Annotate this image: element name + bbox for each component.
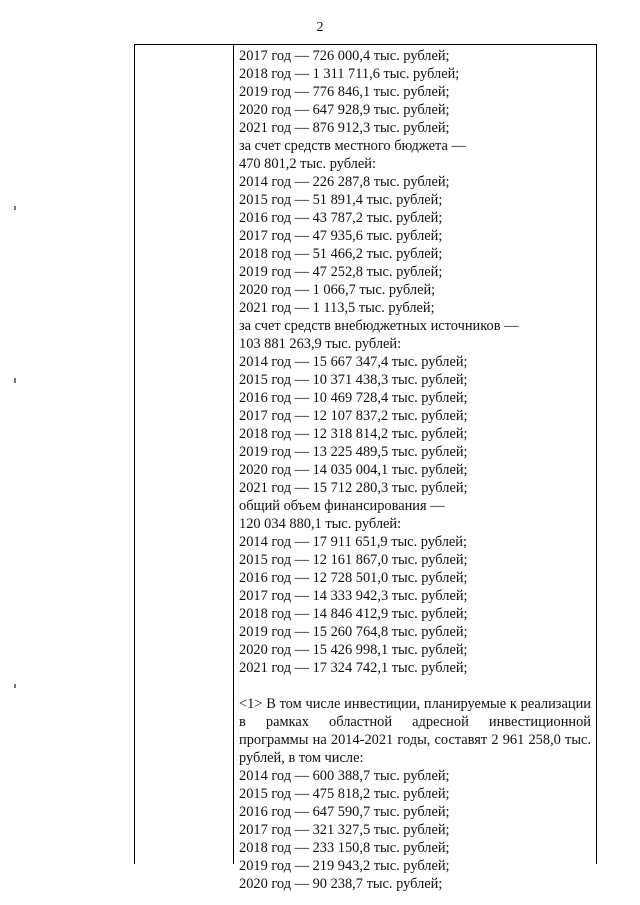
year-line: 2019 год — 13 225 489,5 тыс. рублей; xyxy=(239,444,468,460)
year-line: 2018 год — 1 311 711,6 тыс. рублей; xyxy=(239,66,460,82)
local-budget-heading: за счет средств местного бюджета — xyxy=(239,138,466,154)
year-line: 2019 год — 219 943,2 тыс. рублей; xyxy=(239,858,450,874)
local-budget-years xyxy=(239,173,591,317)
overall-funding-years xyxy=(239,533,591,677)
year-line: 2020 год — 90 238,7 тыс. рублей; xyxy=(239,876,443,892)
scan-artifact-mark xyxy=(14,206,16,210)
year-line: 2018 год — 12 318 814,2 тыс. рублей; xyxy=(239,426,468,442)
year-line: 2020 год — 1 066,7 тыс. рублей; xyxy=(239,282,436,298)
extrabudgetary-total: 103 881 263,9 тыс. рублей: xyxy=(239,336,402,352)
funding-text-cell xyxy=(239,47,591,893)
year-line: 2014 год — 15 667 347,4 тыс. рублей; xyxy=(239,354,468,370)
year-line: 2020 год — 15 426 998,1 тыс. рублей; xyxy=(239,642,468,658)
year-line: 2018 год — 14 846 412,9 тыс. рублей; xyxy=(239,606,468,622)
year-line: 2021 год — 17 324 742,1 тыс. рублей; xyxy=(239,660,468,676)
year-line: 2021 год — 876 912,3 тыс. рублей; xyxy=(239,120,450,136)
year-line: 2014 год — 600 388,7 тыс. рублей; xyxy=(239,768,450,784)
extrabudgetary-years xyxy=(239,353,591,497)
year-line: 2017 год — 47 935,6 тыс. рублей; xyxy=(239,228,443,244)
scan-artifact-mark xyxy=(14,378,16,383)
year-line: 2014 год — 17 911 651,9 тыс. рублей; xyxy=(239,534,468,550)
year-line: 2020 год — 647 928,9 тыс. рублей; xyxy=(239,102,450,118)
year-line: 2019 год — 47 252,8 тыс. рублей; xyxy=(239,264,443,280)
overall-funding-heading: общий объем финансирования — xyxy=(239,498,445,514)
year-line: 2018 год — 233 150,8 тыс. рублей; xyxy=(239,840,450,856)
year-line: 2019 год — 776 846,1 тыс. рублей; xyxy=(239,84,450,100)
scan-artifact-mark xyxy=(14,684,16,688)
regional-budget-years xyxy=(239,47,591,137)
year-line: 2021 год — 15 712 280,3 тыс. рублей; xyxy=(239,480,468,496)
year-line: 2019 год — 15 260 764,8 тыс. рублей; xyxy=(239,624,468,640)
year-line: 2014 год — 226 287,8 тыс. рублей; xyxy=(239,174,450,190)
year-line: 2016 год — 10 469 728,4 тыс. рублей; xyxy=(239,390,468,406)
investment-years xyxy=(239,767,591,893)
overall-funding-total: 120 034 880,1 тыс. рублей: xyxy=(239,516,402,532)
year-line: 2021 год — 1 113,5 тыс. рублей; xyxy=(239,300,435,316)
year-line: 2016 год — 12 728 501,0 тыс. рублей; xyxy=(239,570,468,586)
year-line: 2015 год — 475 818,2 тыс. рублей; xyxy=(239,786,450,802)
paragraph-spacer xyxy=(239,677,591,695)
extrabudgetary-heading: за счет средств внебюджетных источников — xyxy=(239,318,519,334)
year-line: 2015 год — 51 891,4 тыс. рублей; xyxy=(239,192,443,208)
investment-footnote: <1> В том числе инвестиции, планируемые к реализации в рамках областной адресной инвестиционной программы на 2014-2021 годы, составят 2 961 258,0 тыс. рублей, в том числе: xyxy=(239,696,591,766)
year-line: 2015 год — 10 371 438,3 тыс. рублей; xyxy=(239,372,468,388)
year-line: 2017 год — 726 000,4 тыс. рублей; xyxy=(239,48,450,64)
year-line: 2020 год — 14 035 004,1 тыс. рублей; xyxy=(239,462,468,478)
year-line: 2017 год — 14 333 942,3 тыс. рублей; xyxy=(239,588,468,604)
program-table xyxy=(134,44,597,892)
year-line: 2016 год — 43 787,2 тыс. рублей; xyxy=(239,210,443,226)
year-line: 2016 год — 647 590,7 тыс. рублей; xyxy=(239,804,450,820)
page-number: 2 xyxy=(316,20,324,35)
local-budget-total: 470 801,2 тыс. рублей: xyxy=(239,156,376,172)
column-divider xyxy=(233,45,234,864)
year-line: 2018 год — 51 466,2 тыс. рублей; xyxy=(239,246,443,262)
year-line: 2015 год — 12 161 867,0 тыс. рублей; xyxy=(239,552,468,568)
year-line: 2017 год — 12 107 837,2 тыс. рублей; xyxy=(239,408,468,424)
year-line: 2017 год — 321 327,5 тыс. рублей; xyxy=(239,822,450,838)
